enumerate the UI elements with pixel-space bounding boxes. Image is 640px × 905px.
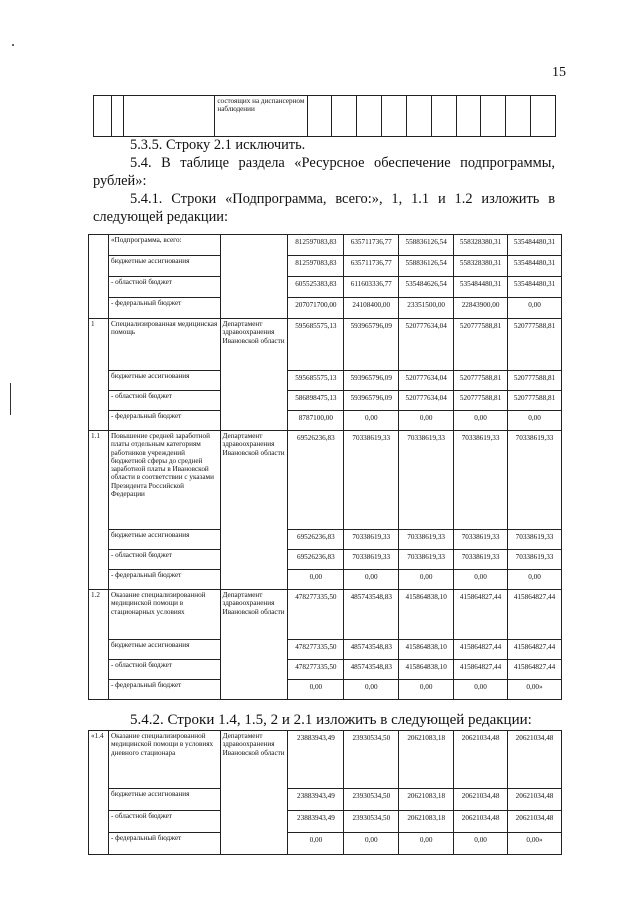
value-cell: 558836126,54: [399, 235, 454, 256]
table-row: [89, 530, 562, 550]
table-row: [89, 570, 562, 590]
value-cell: 20621034,48: [454, 731, 508, 789]
row-title: Оказание специализированной медицинской помощи в условиях дневного стационара: [108, 731, 220, 789]
value-cell: 520777588,81: [508, 319, 562, 371]
value-cell: 812597083,83: [288, 256, 344, 277]
value-cell: 0,00: [399, 833, 454, 855]
value-cell: 558836126,54: [399, 256, 454, 277]
row-number: 1: [89, 319, 109, 431]
value-cell: 0,00: [508, 411, 562, 431]
value-cell: 0,00: [508, 570, 562, 590]
value-cell: 558328380,31: [454, 235, 508, 256]
value-cell: 812597083,83: [288, 235, 344, 256]
executor-cell: Департамент здравоохранения Ивановской области: [220, 431, 288, 590]
value-cell: 415864827,44: [454, 640, 508, 660]
value-cell: 0,00: [508, 298, 562, 319]
value-cell: 24108400,00: [344, 298, 399, 319]
value-cell: 415864838,10: [399, 590, 454, 640]
table-row: [89, 811, 562, 833]
value-cell: 0,00: [454, 833, 508, 855]
value-cell: 535484480,31: [508, 256, 562, 277]
value-cell: 478277335,50: [288, 590, 344, 640]
value-cell: 20621083,18: [399, 731, 454, 789]
value-cell: 593965796,09: [344, 371, 399, 391]
value-cell: 23930534,50: [344, 789, 399, 811]
paragraph-5-4-2: 5.4.2. Строки 1.4, 1.5, 2 и 2.1 изложить в следующей редакции:: [130, 712, 532, 728]
value-cell: 20621034,48: [508, 731, 562, 789]
row-label: бюджетные ассигнования: [108, 789, 220, 811]
value-cell: 23883943,49: [288, 731, 344, 789]
value-cell: 23930534,50: [344, 811, 399, 833]
row-label: - областной бюджет: [108, 660, 220, 680]
value-cell: 70338619,33: [399, 550, 454, 570]
resource-table-2: [88, 730, 562, 855]
page-number: 15: [552, 65, 566, 80]
value-cell: 70338619,33: [399, 530, 454, 550]
value-cell: 520777634,04: [399, 319, 454, 371]
executor-cell: Департамент здравоохранения Ивановской области: [220, 590, 288, 700]
row-label: - федеральный бюджет: [108, 298, 220, 319]
row-title: Специализированная медицинская помощь: [108, 319, 220, 371]
paragraph-5-4-1-line2: следующей редакции:: [93, 209, 228, 225]
value-cell: 586898475,13: [288, 391, 344, 411]
value-cell: 0,00: [344, 570, 399, 590]
scan-mark: [12, 44, 14, 46]
value-cell: 70338619,33: [454, 431, 508, 530]
value-cell: 535484480,31: [508, 277, 562, 298]
value-cell: 0,00: [288, 833, 344, 855]
row-label: - федеральный бюджет: [108, 680, 220, 700]
value-cell: 485743548,83: [344, 640, 399, 660]
value-cell: 415864827,44: [508, 590, 562, 640]
value-cell: 20621083,18: [399, 811, 454, 833]
value-cell: 70338619,33: [399, 431, 454, 530]
table-row: [89, 731, 562, 789]
value-cell: 70338619,33: [344, 550, 399, 570]
table-row: [89, 256, 562, 277]
paragraph-5-4-line2: рублей»:: [93, 173, 147, 189]
value-cell: 520777588,81: [454, 319, 508, 371]
row-label: бюджетные ассигнования: [108, 371, 220, 391]
value-cell: 415864827,44: [508, 640, 562, 660]
executor-cell: Департамент здравоохранения Ивановской области: [220, 319, 288, 431]
previous-table-fragment: [93, 95, 556, 137]
value-cell: 535484480,31: [454, 277, 508, 298]
row-label: - областной бюджет: [108, 811, 220, 833]
value-cell: 0,00: [288, 680, 344, 700]
value-cell: 485743548,83: [344, 590, 399, 640]
value-cell: 23883943,49: [288, 811, 344, 833]
value-cell: 69526236,83: [288, 431, 344, 530]
fragment-cell-text: состоящих на диспансерном наблюдении: [215, 96, 307, 137]
value-cell: 520777588,81: [508, 371, 562, 391]
value-cell: 69526236,83: [288, 530, 344, 550]
value-cell: 0,00: [454, 680, 508, 700]
value-cell: 478277335,50: [288, 660, 344, 680]
value-cell: 520777634,04: [399, 371, 454, 391]
value-cell: 415864838,10: [399, 640, 454, 660]
table-row: [89, 277, 562, 298]
value-cell: 0,00: [454, 570, 508, 590]
value-cell: 70338619,33: [454, 530, 508, 550]
value-cell: 635711736,77: [344, 235, 399, 256]
value-cell: 520777634,04: [399, 391, 454, 411]
table-row: [89, 590, 562, 640]
table-row: [89, 319, 562, 371]
value-cell: 70338619,33: [454, 550, 508, 570]
value-cell: 593965796,09: [344, 319, 399, 371]
row-label: бюджетные ассигнования: [108, 530, 220, 550]
row-label: бюджетные ассигнования: [108, 640, 220, 660]
table-row: [89, 789, 562, 811]
value-cell: 535484480,31: [508, 235, 562, 256]
table-row: [89, 411, 562, 431]
row-label: - федеральный бюджет: [108, 833, 220, 855]
paragraph-5-4-1-line1: 5.4.1. Строки «Подпрограмма, всего:», 1, 1.1 и 1.2 изложить в: [130, 191, 555, 207]
value-cell: 69526236,83: [288, 550, 344, 570]
value-cell: 558328380,31: [454, 256, 508, 277]
value-cell: 20621083,18: [399, 789, 454, 811]
value-cell: 70338619,33: [508, 550, 562, 570]
value-cell: 23883943,49: [288, 789, 344, 811]
value-cell: 0,00: [344, 680, 399, 700]
value-cell: 520777588,81: [454, 391, 508, 411]
value-cell: 23351500,00: [399, 298, 454, 319]
table-row: [89, 391, 562, 411]
value-cell: 20621034,48: [508, 811, 562, 833]
value-cell: 0,00»: [508, 680, 562, 700]
row-label: «Подпрограмма, всего:: [108, 235, 220, 256]
row-label: - федеральный бюджет: [108, 570, 220, 590]
value-cell: 635711736,77: [344, 256, 399, 277]
value-cell: 415864827,44: [454, 660, 508, 680]
value-cell: 20621034,48: [508, 789, 562, 811]
row-number: 1.1: [89, 431, 109, 590]
value-cell: 22843900,00: [454, 298, 508, 319]
executor-cell: Департамент здравоохранения Ивановской области: [220, 731, 288, 855]
paragraph-5-4-line1: 5.4. В таблице раздела «Ресурсное обеспечение подпрограммы,: [130, 155, 555, 171]
value-cell: 70338619,33: [508, 530, 562, 550]
row-number: 1.2: [89, 590, 109, 700]
value-cell: 20621034,48: [454, 789, 508, 811]
value-cell: 20621034,48: [454, 811, 508, 833]
row-label: - областной бюджет: [108, 391, 220, 411]
value-cell: 8787100,00: [288, 411, 344, 431]
value-cell: 520777588,81: [508, 391, 562, 411]
table-row: [89, 550, 562, 570]
value-cell: 0,00: [399, 570, 454, 590]
table-row: [89, 660, 562, 680]
value-cell: 415864827,44: [454, 590, 508, 640]
value-cell: 415864838,10: [399, 660, 454, 680]
table-row: [89, 640, 562, 660]
paragraph-5-3-5: 5.3.5. Строку 2.1 исключить.: [130, 137, 306, 153]
row-label: - федеральный бюджет: [108, 411, 220, 431]
row-label: бюджетные ассигнования: [108, 256, 220, 277]
value-cell: 478277335,50: [288, 640, 344, 660]
value-cell: 611603336,77: [344, 277, 399, 298]
value-cell: 593965796,09: [344, 391, 399, 411]
value-cell: 0,00: [454, 411, 508, 431]
value-cell: 23930534,50: [344, 731, 399, 789]
row-label: - областной бюджет: [108, 277, 220, 298]
table-row: [89, 833, 562, 855]
row-title: Повышение средней заработной платы отдельным категориям работников учреждений бюджетной сферы до средней заработной платы в Ивановской области в соответствии с указами Президента Российской Федерации: [108, 431, 220, 530]
value-cell: 0,00: [399, 411, 454, 431]
table-row: [89, 235, 562, 256]
resource-table-1: [88, 234, 562, 700]
value-cell: 0,00: [344, 833, 399, 855]
value-cell: 0,00»: [508, 833, 562, 855]
row-title: Оказание специализированной медицинской помощи в стационарных условиях: [108, 590, 220, 640]
table-row: [89, 298, 562, 319]
value-cell: 0,00: [288, 570, 344, 590]
value-cell: 415864827,44: [508, 660, 562, 680]
value-cell: 535484626,54: [399, 277, 454, 298]
row-number: «1.4: [89, 731, 109, 855]
value-cell: 485743548,83: [344, 660, 399, 680]
table-row: [89, 431, 562, 530]
value-cell: 70338619,33: [508, 431, 562, 530]
value-cell: 0,00: [344, 411, 399, 431]
value-cell: 605525383,83: [288, 277, 344, 298]
scan-mark: [10, 383, 11, 415]
value-cell: 70338619,33: [344, 431, 399, 530]
table-row: [89, 680, 562, 700]
value-cell: 70338619,33: [344, 530, 399, 550]
value-cell: 520777588,81: [454, 371, 508, 391]
value-cell: 595685575,13: [288, 319, 344, 371]
table-row: [89, 371, 562, 391]
row-label: - областной бюджет: [108, 550, 220, 570]
value-cell: 595685575,13: [288, 371, 344, 391]
value-cell: 207071700,00: [288, 298, 344, 319]
value-cell: 0,00: [399, 680, 454, 700]
